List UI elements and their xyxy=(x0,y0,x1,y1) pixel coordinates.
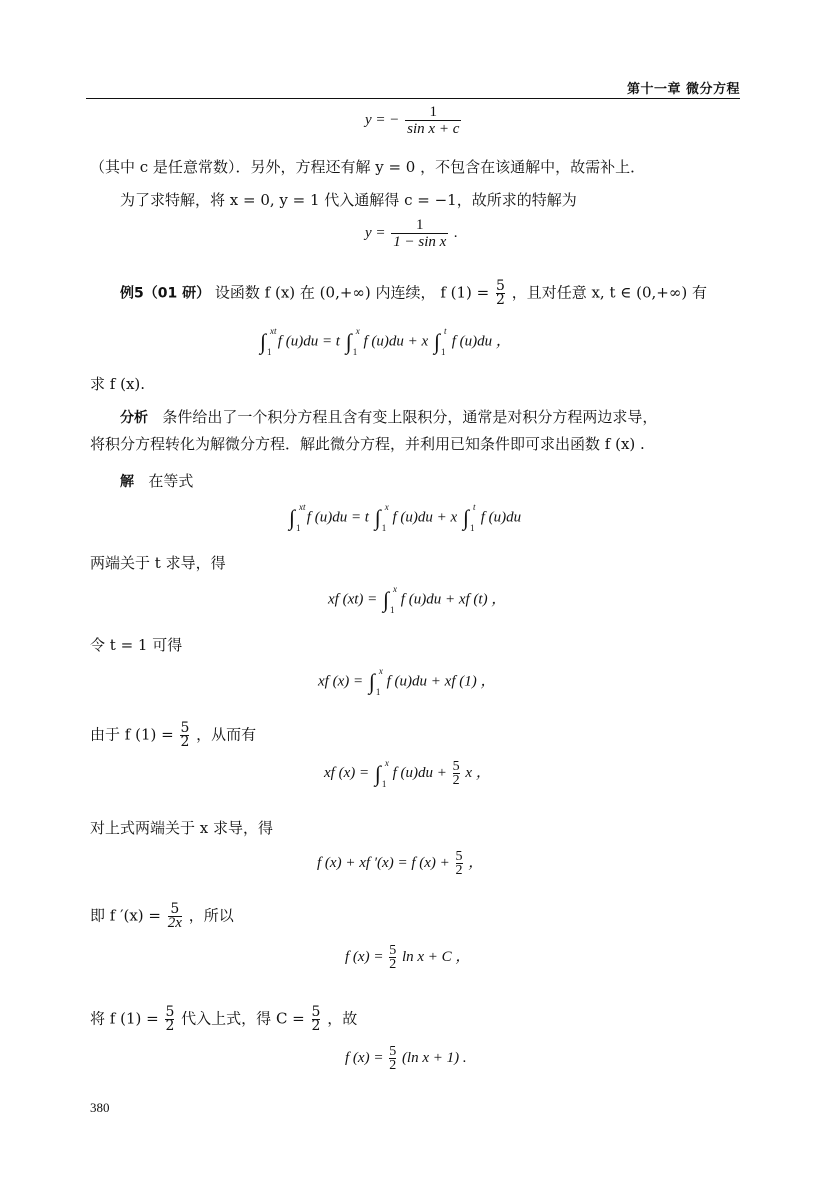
eq-part: f (u)du + xf (1) ， xyxy=(386,673,496,690)
eq-part: f (u)du = t xyxy=(277,333,340,350)
solution-text: 在等式 xyxy=(148,472,194,490)
denominator: 2 xyxy=(496,292,505,308)
numerator: 5 xyxy=(455,849,463,864)
eq-part: ， xyxy=(468,854,484,871)
lower-limit: 1 xyxy=(390,605,395,615)
lower-limit: 1 xyxy=(381,523,387,533)
integral-sign: ∫ t 1 xyxy=(462,502,476,533)
upper-limit: xt xyxy=(270,326,277,336)
upper-limit: xt xyxy=(299,502,306,512)
integral-sign: ∫ x 1 xyxy=(368,666,383,697)
integral-sign: ∫ x 1 xyxy=(374,502,389,533)
fraction-five-halves xyxy=(496,280,505,307)
numerator: 5 xyxy=(170,901,180,917)
example-text: 设函数 f (x) 在 (0,+∞) 内连续， xyxy=(214,283,436,302)
solution-intro xyxy=(120,471,193,492)
integral-equation-given xyxy=(258,326,511,357)
eq-part: f (x) = xyxy=(345,948,384,965)
example-text: f (1) = xyxy=(440,283,490,302)
analysis-line-2: 将积分方程转化为解微分方程．解此微分方程，并利用已知条件即可求出函数 f (x) . xyxy=(90,435,645,453)
denominator: 1 − sin x xyxy=(393,234,447,250)
eq-part: f (u)du + xf (t) ， xyxy=(400,591,507,608)
fraction-five-halves xyxy=(456,850,463,877)
substitute-text xyxy=(90,1006,357,1033)
eq-part: f (u)du + x xyxy=(363,333,429,350)
denominator: 2 xyxy=(452,773,460,788)
text-part: 将 f (1) = xyxy=(90,1009,159,1028)
denominator: 2 xyxy=(165,1018,175,1034)
eq-part: f (x) + xf ′(x) = f (x) + xyxy=(317,854,450,871)
ie-text xyxy=(90,903,234,930)
eq-lhs: y = − xyxy=(365,111,400,128)
upper-limit: t xyxy=(472,502,476,512)
lower-limit: 1 xyxy=(381,778,387,789)
eq-part: f (u)du ， xyxy=(451,333,511,350)
paragraph-constant-note: （其中 c 是任意常数）．另外，方程还有解 y = 0 ，不包含在该通解中，故需补上． xyxy=(90,158,646,176)
eq-part: (ln x + 1) . xyxy=(401,1049,467,1066)
example-5-statement xyxy=(120,280,707,307)
eq-part: f (u)du = t xyxy=(306,509,369,526)
text-part: 代入上式，得 C = xyxy=(181,1009,305,1028)
text-part: 由于 f (1) = xyxy=(90,725,174,744)
analysis-line-1 xyxy=(120,407,657,428)
eq-part: xf (x) = xyxy=(324,764,370,781)
numerator: 5 xyxy=(496,278,505,294)
running-header xyxy=(86,78,740,98)
integral-sign: ∫ x 1 xyxy=(374,757,389,789)
lower-limit: 1 xyxy=(296,523,301,533)
fraction-five-halves xyxy=(389,944,396,971)
integral-sign: ∫ t 1 xyxy=(433,326,447,357)
text-part: 即 f ′(x) = xyxy=(90,906,161,925)
example-text: ，且对任意 x, t ∈ (0,+∞) 有 xyxy=(511,283,707,302)
fraction xyxy=(405,104,461,137)
analysis-label: 分析 xyxy=(120,410,148,426)
integral-sign: ∫ xt 1 xyxy=(260,326,277,357)
numerator: 5 xyxy=(180,720,190,736)
page-number: 380 xyxy=(90,1100,110,1115)
lower-limit: 1 xyxy=(375,687,381,697)
numerator: 5 xyxy=(389,1044,397,1059)
lower-limit: 1 xyxy=(267,347,272,357)
differentiate-x-text: 对上式两端关于 x 求导，得 xyxy=(90,819,273,837)
denominator: 2 xyxy=(311,1018,321,1034)
denominator: 2 xyxy=(389,957,397,972)
particular-solution-equation xyxy=(365,217,458,250)
upper-limit: x xyxy=(378,666,383,676)
fraction-five-halves xyxy=(389,1045,396,1072)
numerator: 5 xyxy=(165,1004,175,1020)
equation-xf-x xyxy=(318,666,496,697)
denominator: 2 xyxy=(180,734,190,750)
text-part: ，从而有 xyxy=(196,725,257,744)
text-part: ，所以 xyxy=(188,906,234,925)
numerator: 1 xyxy=(416,217,424,233)
upper-limit: x xyxy=(393,584,398,594)
eq-part: f (x) = xyxy=(345,1049,384,1066)
lower-limit: 1 xyxy=(440,347,446,357)
numerator: 5 xyxy=(311,1004,321,1020)
eq-part: x ， xyxy=(465,764,491,781)
denominator: 2 xyxy=(455,863,463,878)
fraction xyxy=(391,217,448,250)
integral-sign: ∫ x 1 xyxy=(345,326,360,357)
since-text xyxy=(90,722,256,749)
denominator: 2 xyxy=(389,1058,397,1073)
eq-part: f (u)du + x xyxy=(392,509,458,526)
upper-limit: x xyxy=(355,326,360,336)
paragraph-particular-intro: 为了求特解，将 x = 0, y = 1 代入通解得 c = −1，故所求的特解为 xyxy=(120,191,577,209)
general-solution-equation xyxy=(365,104,463,137)
solution-label: 解 xyxy=(120,474,134,490)
fraction-five-halves xyxy=(165,1006,174,1033)
equation-xf-xt xyxy=(328,584,507,615)
eq-part: f (u)du + xyxy=(392,764,447,781)
example-label: 例5（01 研） xyxy=(120,285,211,302)
equation-xf-x-five-halves xyxy=(324,757,491,789)
integral-sign: ∫ xt 1 xyxy=(289,502,306,533)
denominator: sin x + c xyxy=(407,121,460,137)
equation-general-fx xyxy=(345,944,470,971)
let-t-text: 令 t = 1 可得 xyxy=(90,636,183,654)
integral-equation-restated xyxy=(287,502,522,533)
analysis-text: 条件给出了一个积分方程且含有变上限积分，通常是对积分方程两边求导， xyxy=(162,408,658,426)
eq-part: xf (xt) = xyxy=(328,591,378,608)
equation-final-fx xyxy=(345,1045,467,1072)
lower-limit: 1 xyxy=(352,347,358,357)
find-fx: 求 f (x). xyxy=(90,375,146,393)
eq-part: f (u)du xyxy=(480,509,522,526)
fraction-five-halves xyxy=(180,722,189,749)
numerator: 5 xyxy=(389,943,397,958)
fraction-five-over-2x xyxy=(168,903,182,930)
differentiate-t-text: 两端关于 t 求导，得 xyxy=(90,554,226,572)
eq-tail: . xyxy=(454,224,458,241)
eq-part: ln x + C ， xyxy=(401,948,471,965)
eq-lhs: y = xyxy=(365,224,386,241)
text-part: ，故 xyxy=(327,1009,358,1028)
denominator: 2x xyxy=(167,915,182,931)
chapter-title: 第十一章 微分方程 xyxy=(626,82,740,97)
integral-sign: ∫ x 1 xyxy=(383,584,398,615)
equation-derivative xyxy=(317,850,483,877)
fraction-five-halves xyxy=(312,1006,321,1033)
upper-limit: x xyxy=(384,502,389,512)
upper-limit: t xyxy=(443,326,447,336)
fraction-five-halves xyxy=(453,760,460,787)
numerator: 5 xyxy=(452,759,460,774)
lower-limit: 1 xyxy=(469,523,475,533)
eq-part: xf (x) = xyxy=(318,673,364,690)
numerator: 1 xyxy=(429,104,437,120)
header-rule xyxy=(86,98,740,99)
upper-limit: x xyxy=(384,757,389,768)
